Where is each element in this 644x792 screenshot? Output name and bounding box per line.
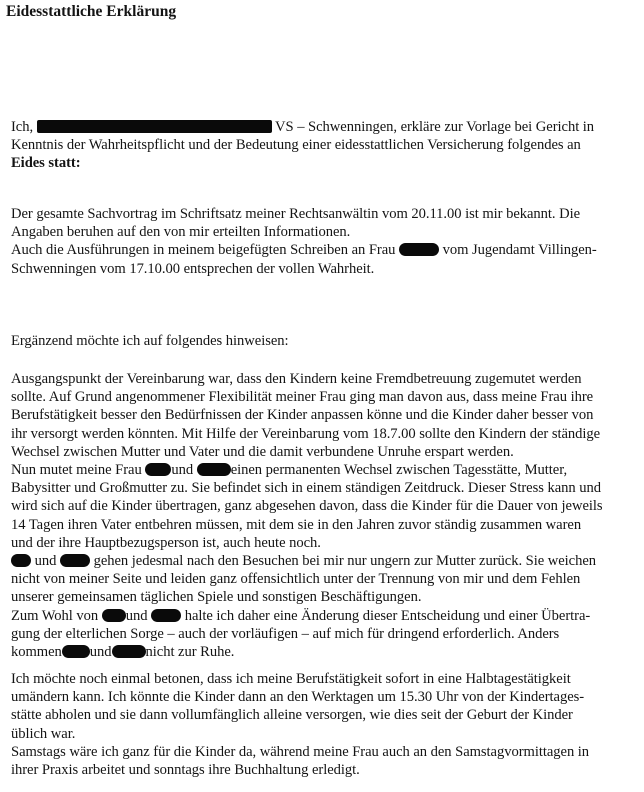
text-line: unserer gemeinsamen täglichen Spiele und sonstigen Beschäftigungen. [11, 589, 422, 606]
intro-paragraph [11, 118, 641, 173]
text-segment: Ich, [11, 119, 34, 135]
text-line: Ausgangspunkt der Vereinbarung war, dass den Kindern keine Fremdbetreuung zugemutet werden [11, 371, 582, 387]
text-segment: einen permanenten Wechsel zwischen Tagesstätte, Mutter, [230, 462, 568, 479]
supplement-line [11, 332, 641, 350]
text-segment: Auch die Ausführungen in meinem beigefügten Schreiben an Frau [11, 242, 396, 259]
text-line: Eides statt: [11, 155, 81, 172]
text-line: ihrer Praxis arbeitet und sonntags ihre Buchhaltung erledigt. [11, 762, 360, 779]
text-line: Angaben beruhen auf den von mir erteilten Informationen. [11, 224, 351, 241]
text-line: Wechsel zwischen Mutter und Vater und die damit verbundene Unruhe erspart werden. [11, 443, 514, 460]
text-segment: kommen [11, 644, 62, 661]
text-segment: Zum Wohl von [11, 607, 99, 624]
redaction-child-name [60, 554, 90, 567]
text-line: Kenntnis der Wahrheitspflicht und der Bedeutung einer eidesstattlichen Versicherung folgendes an [11, 137, 581, 154]
text-line: sollte. Auf Grund angenommener Flexibilität meiner Frau ging man davon aus, dass meine Frau ihre [11, 389, 594, 406]
text-line [11, 607, 641, 625]
redaction-child-name [102, 609, 126, 622]
text-segment: nicht zur Ruhe. [145, 644, 235, 661]
text-line: umändern kann. Ich könnte die Kinder dann an den Werktagen um 15.30 Uhr von der Kindertages- [11, 689, 585, 706]
text-segment: VS – Schwenningen, erkläre zur Vorlage bei Gericht in [275, 119, 595, 135]
text-line: Samstags wäre ich ganz für die Kinder da, während meine Frau auch an den Samstagvormittagen in [11, 743, 590, 760]
text-line: Berufstätigkeit besser den Bedürfnissen der Kinder anpassen könne und die Kinder daher besser von [11, 407, 594, 424]
redaction-child-name [62, 645, 90, 658]
text-line: Schwenningen vom 17.10.00 entsprechen der vollen Wahrheit. [11, 260, 375, 277]
text-line: ihr versorgt werden könnten. Mit Hilfe der Vereinbarung vom 18.7.00 sollte den Kindern der ständige [11, 425, 601, 442]
redaction-child-name [11, 554, 31, 567]
text-line: 14 Tagen ihren Vater entbehren müssen, mit dem sie in den Jahren zuvor ständig zusammen waren [11, 516, 582, 533]
text-segment: und [171, 462, 194, 479]
text-line: wird sich auf die Kinder übertragen, ganz abgesehen davon, dass die Kinder für die Dauer von jeweils [11, 498, 603, 515]
text-line [11, 643, 641, 661]
text-segment: halte ich daher eine Änderung dieser Entscheidung und einer Übertra- [184, 607, 591, 624]
redaction-child-name [145, 463, 171, 476]
redaction-name [399, 243, 439, 256]
text-line: Babysitter und Großmutter zu. Sie befindet sich in einem ständigen Zeitdruck. Dieser Stress kann und [11, 480, 601, 497]
text-line: Ergänzend möchte ich auf folgendes hinweisen: [11, 333, 289, 349]
redaction-child-name [151, 609, 181, 622]
text-segment: Nun mutet meine Frau [11, 462, 142, 479]
text-line: nicht von meiner Seite und leiden ganz offensichtlich unter der Trennung von mir und dem Fehlen [11, 571, 581, 588]
statement-paragraph [11, 205, 641, 278]
body-paragraph [11, 370, 641, 661]
text-line [11, 552, 641, 570]
text-line: und der ihre Hauptbezugsperson ist, auch heute noch. [11, 534, 321, 551]
redaction-child-name [112, 645, 146, 658]
text-line [11, 118, 641, 136]
closing-paragraph [11, 670, 641, 779]
text-line: Ich möchte noch einmal betonen, dass ich meine Berufstätigkeit sofort in eine Halbtagestätigkeit [11, 671, 571, 687]
text-line [11, 461, 641, 479]
text-segment: vom Jugendamt Villingen- [442, 242, 597, 259]
text-line: gung der elterlichen Sorge – auch der vorläufigen – auf mich für dringend erforderlich. Anders [11, 625, 560, 642]
text-line: üblich war. [11, 725, 76, 742]
text-line: Der gesamte Sachvortrag im Schriftsatz meiner Rechtsanwältin vom 20.11.00 ist mir bekannt. Die [11, 206, 581, 222]
text-line [11, 241, 641, 259]
redaction-child-name [197, 463, 231, 476]
text-line: stätte abholen und sie dann vollumfänglich alleine versorgen, wie dies seit der Geburt der Kinder [11, 707, 573, 724]
text-segment: und [34, 553, 57, 570]
redaction-name-address [37, 120, 272, 133]
text-segment: und [125, 607, 148, 624]
text-segment: gehen jedesmal nach den Besuchen bei mir nur ungern zur Mutter zurück. Sie weichen [93, 553, 597, 570]
text-segment: und [89, 644, 112, 661]
document-title: Eidesstattliche Erklärung [6, 3, 177, 20]
